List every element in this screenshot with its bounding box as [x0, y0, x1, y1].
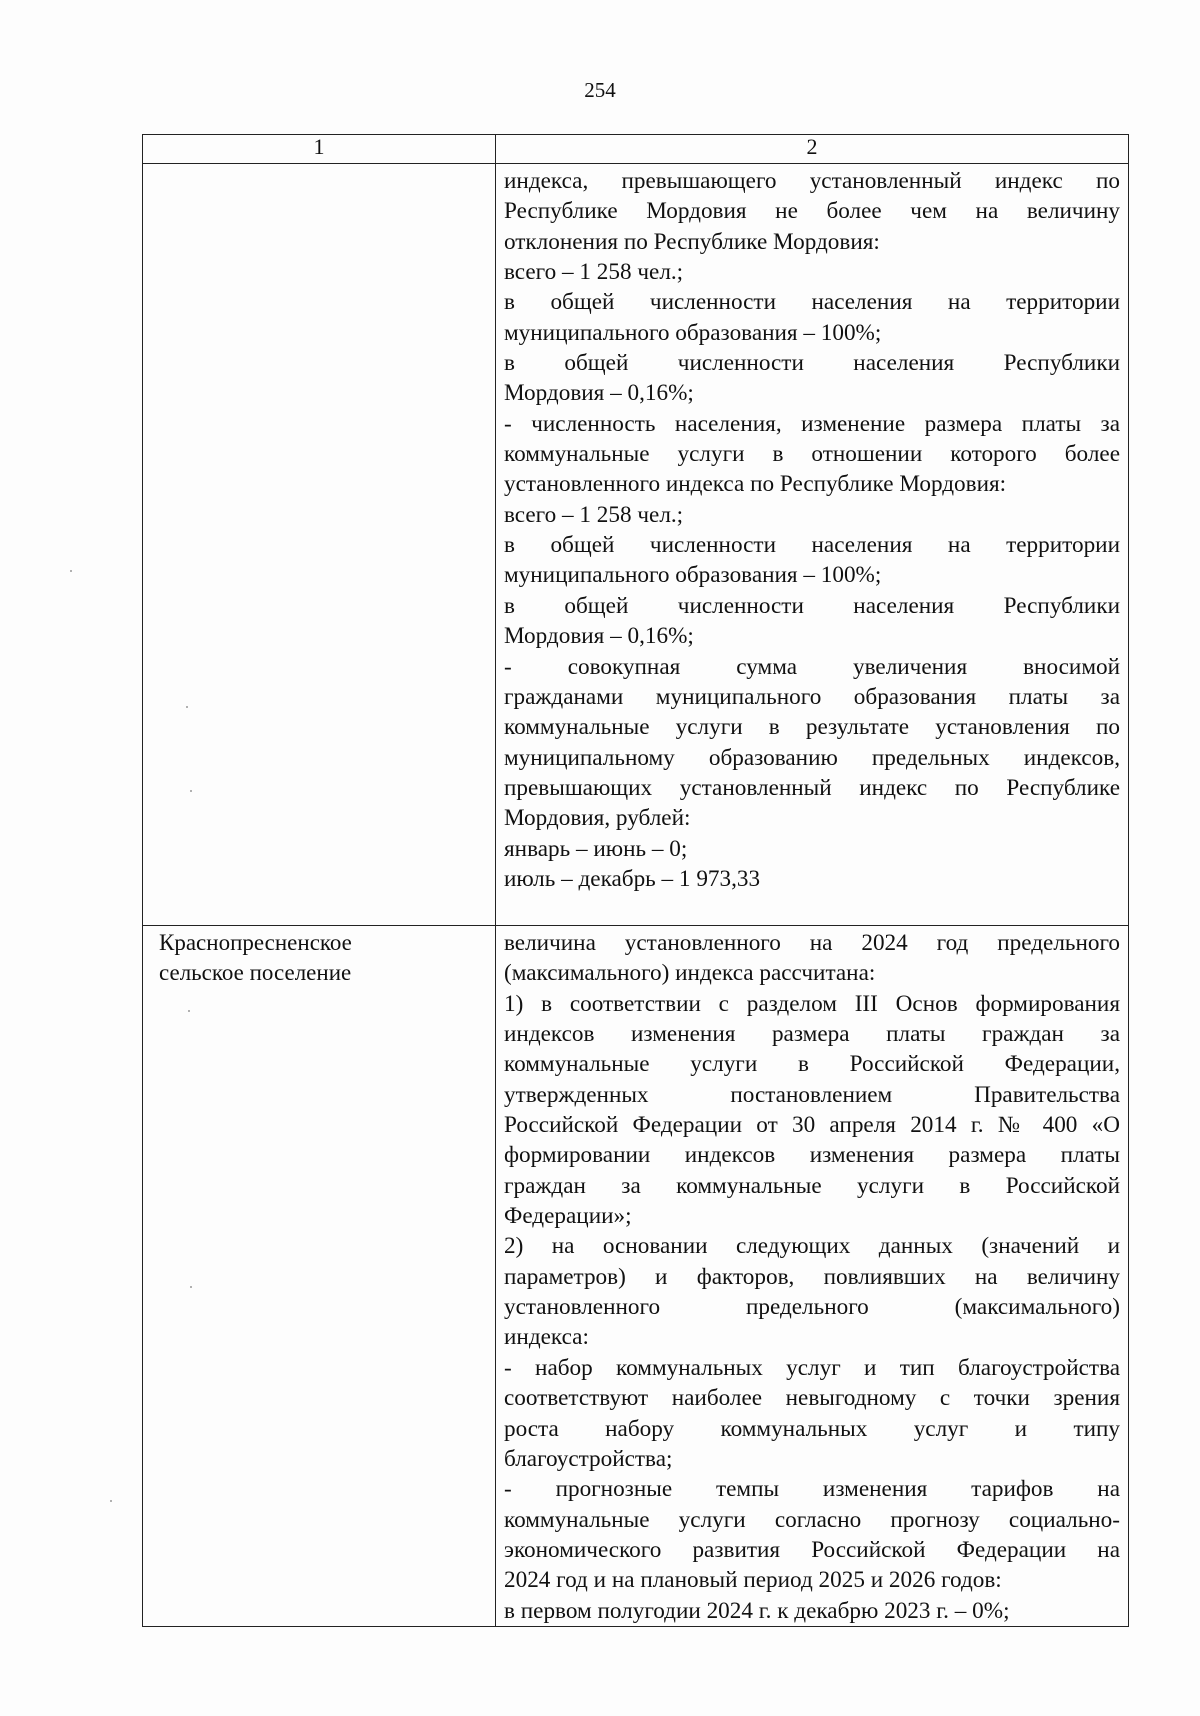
text-line: индекса:	[504, 1324, 589, 1351]
page-number: 254	[584, 78, 616, 102]
text-line: коммунальные услуги в отношении которого более	[504, 441, 1120, 468]
text-line: муниципальному образованию предельных индексов,	[504, 744, 1120, 771]
row2-col2	[496, 926, 1129, 1627]
text-line: установленного предельного (максимального)	[504, 1294, 1120, 1321]
text-line: январь – июнь – 0;	[504, 835, 688, 862]
text-line: Мордовия – 0,16%;	[504, 623, 694, 650]
text-line: граждан за коммунальные услуги в Российской	[504, 1172, 1120, 1199]
text-line: коммунальные услуги в результате установления по	[504, 714, 1120, 741]
table-row	[143, 926, 1129, 1627]
settlement-name-line-1: Краснопресненское	[159, 930, 352, 955]
text-line: в общей численности населения Республики	[504, 592, 1120, 619]
text-line: утвержденных постановлением Правительства	[504, 1081, 1120, 1108]
table-row	[143, 164, 1129, 926]
text-line: в общей численности населения Республики	[504, 350, 1120, 377]
text-line: благоустройства;	[504, 1445, 673, 1472]
text-line: Российской Федерации от 30 апреля 2014 г. № 400 «О	[504, 1112, 1120, 1139]
text-line: индекса, превышающего установленный индекс по	[504, 168, 1120, 194]
text-line: роста набору коммунальных услуг и типу	[504, 1415, 1120, 1442]
row1-col1	[143, 164, 496, 926]
text-line: формировании индексов изменения размера платы	[504, 1142, 1120, 1169]
text-line: установленного индекса по Республике Мордовия:	[504, 471, 1007, 498]
text-line: - набор коммунальных услуг и тип благоустройства	[504, 1354, 1120, 1381]
text-line: индексов изменения размера платы граждан за	[504, 1021, 1120, 1048]
row1-col2-text	[496, 164, 1128, 925]
text-line: - прогнозные темпы изменения тарифов на	[504, 1476, 1120, 1503]
row2-col2-text	[496, 926, 1128, 1626]
text-line: 1) в соответствии с разделом III Основ формирования	[504, 990, 1120, 1017]
text-line: экономического развития Российской Федерации на	[504, 1536, 1120, 1563]
row1-col2	[496, 164, 1129, 926]
text-line: в первом полугодии 2024 г. к декабрю 2023 г. – 0%;	[504, 1597, 1010, 1624]
text-line: параметров) и факторов, повлиявших на величину	[504, 1263, 1120, 1290]
text-line: муниципального образования – 100%;	[504, 319, 882, 346]
text-line: муниципального образования – 100%;	[504, 562, 882, 589]
text-line: (максимального) индекса рассчитана:	[504, 960, 876, 987]
text-line: 2024 год и на плановый период 2025 и 2026 годов:	[504, 1567, 1002, 1594]
document-table	[142, 134, 1129, 1627]
text-line: в общей численности населения на территории	[504, 532, 1120, 559]
text-line: Мордовия, рублей:	[504, 805, 691, 832]
text-line: - совокупная сумма увеличения вносимой	[504, 653, 1120, 680]
text-line: Республике Мордовия не более чем на величину	[504, 198, 1120, 225]
text-line: июль – декабрь – 1 973,33	[504, 865, 761, 892]
text-line: Федерации»;	[504, 1203, 632, 1230]
text-line: превышающих установленный индекс по Республике	[504, 774, 1120, 801]
text-line: 2) на основании следующих данных (значений и	[504, 1233, 1120, 1260]
text-line: коммунальные услуги согласно прогнозу социально-	[504, 1506, 1120, 1533]
text-line: гражданами муниципального образования платы за	[504, 683, 1120, 710]
text-line: коммунальные услуги в Российской Федерации,	[504, 1051, 1120, 1078]
table-header-row	[143, 135, 1129, 164]
header-cell-2: 2	[496, 135, 1129, 164]
header-cell-1: 1	[143, 135, 496, 164]
settlement-name-line-2: сельское поселение	[159, 960, 352, 985]
text-line: отклонения по Республике Мордовия:	[504, 228, 880, 255]
text-line: Мордовия – 0,16%;	[504, 380, 694, 407]
row2-col1	[143, 926, 496, 1627]
text-line: всего – 1 258 чел.;	[504, 501, 684, 528]
text-line: всего – 1 258 чел.;	[504, 259, 684, 286]
text-line: величина установленного на 2024 год предельного	[504, 930, 1120, 956]
text-line: в общей численности населения на территории	[504, 289, 1120, 316]
text-line: - численность населения, изменение размера платы за	[504, 410, 1120, 437]
text-line: соответствуют наиболее невыгодному с точки зрения	[504, 1385, 1120, 1412]
